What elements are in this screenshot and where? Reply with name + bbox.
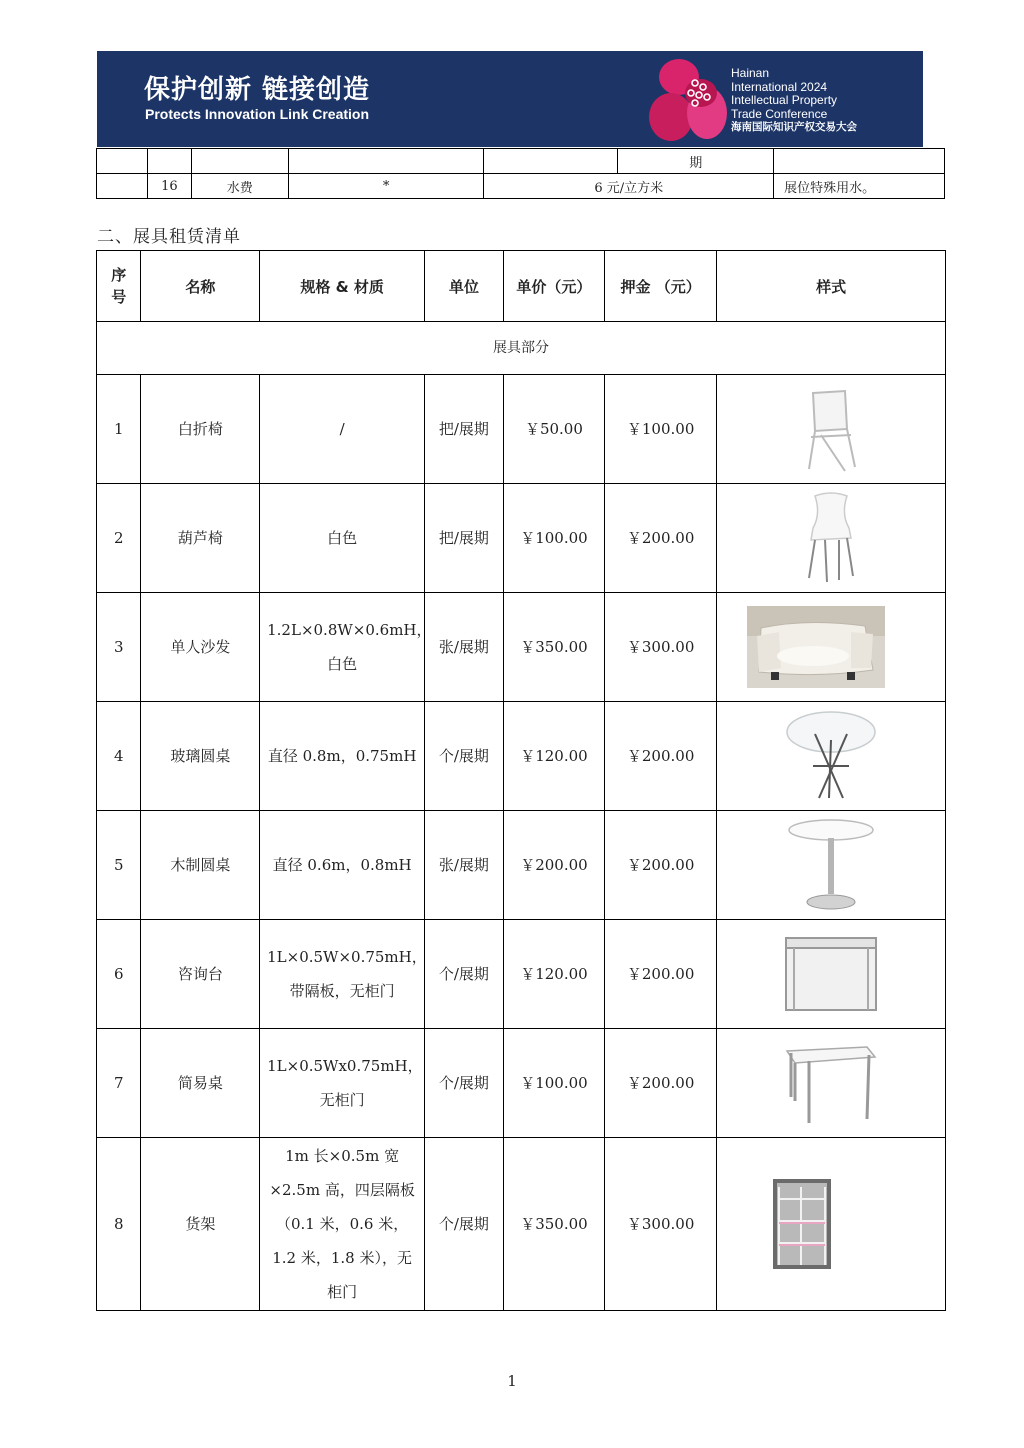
table-header-row [97, 251, 946, 322]
glass-table-icon [785, 710, 877, 802]
conference-line: Hainan [731, 66, 770, 80]
conference-line: Intellectual Property [731, 93, 838, 107]
table-cell [191, 149, 288, 174]
simple-table-icon [783, 1041, 879, 1125]
cell-unit: 个/展期 [424, 1138, 503, 1311]
table-cell [774, 149, 945, 174]
cell-name: 单人沙发 [141, 593, 260, 702]
cell-unit: 张/展期 [424, 811, 503, 920]
header-style: 样式 [717, 251, 946, 322]
conference-line: International 2024 [731, 79, 828, 94]
cell-seq: 8 [97, 1138, 141, 1311]
table-cell: * [288, 174, 484, 199]
table-row [97, 1029, 946, 1138]
table-row [97, 149, 945, 174]
table-cell: 期 [618, 149, 774, 174]
cell-seq: 4 [97, 702, 141, 811]
cell-unit: 把/展期 [424, 484, 503, 593]
cell-name: 葫芦椅 [141, 484, 260, 593]
cell-deposit: ￥200.00 [605, 702, 717, 811]
table-cell: 6 元/立方米 [484, 174, 774, 199]
cell-price: ￥120.00 [503, 920, 604, 1029]
cell-price: ￥120.00 [503, 702, 604, 811]
spec-text: 1m 长×0.5m 宽×2.5m 高，四层隔板（0.1 米，0.6 米，1.2 米，1.8 米），无柜门 [269, 1147, 415, 1301]
table-row [97, 702, 946, 811]
header-seq-text: 序号 [111, 266, 127, 306]
cell-seq: 6 [97, 920, 141, 1029]
counter-icon [782, 934, 880, 1014]
cell-seq: 3 [97, 593, 141, 702]
cell-spec [260, 920, 425, 1029]
gourd-chair-icon [801, 492, 861, 584]
header-spec: 规格 & 材质 [260, 251, 425, 322]
cell-price: ￥100.00 [503, 484, 604, 593]
cell-spec: 白色 [260, 484, 425, 593]
header-deposit: 押金 （元） [605, 251, 717, 322]
table-row [97, 484, 946, 593]
cell-style [717, 811, 946, 920]
cell-style [717, 484, 946, 593]
cell-style [717, 920, 946, 1029]
cell-spec [260, 1029, 425, 1138]
shelf-icon [773, 1179, 831, 1269]
cell-deposit: ￥100.00 [605, 375, 717, 484]
table-row [97, 593, 946, 702]
cell-deposit: ￥200.00 [605, 811, 717, 920]
table-cell [484, 149, 618, 174]
table-cell: 16 [147, 174, 191, 199]
table-cell [97, 149, 148, 174]
cell-name: 咨询台 [141, 920, 260, 1029]
cell-seq: 1 [97, 375, 141, 484]
table-cell: 水费 [191, 174, 288, 199]
cell-spec: 直径 0.8m，0.75mH [260, 702, 425, 811]
cell-name: 木制圆桌 [141, 811, 260, 920]
header-banner [97, 51, 923, 147]
banner-slogan-en: Protects Innovation Link Creation [145, 106, 370, 122]
rental-table [96, 250, 946, 1311]
table-row [97, 920, 946, 1029]
conference-name-zh: 海南国际知识产权交易大会 [731, 121, 857, 133]
cell-price: ￥200.00 [503, 811, 604, 920]
cell-unit: 个/展期 [424, 920, 503, 1029]
cell-deposit: ￥200.00 [605, 484, 717, 593]
cell-style [717, 593, 946, 702]
table-cell [147, 149, 191, 174]
cell-deposit: ￥300.00 [605, 1138, 717, 1311]
table-cell [288, 149, 484, 174]
header-unit: 单位 [424, 251, 503, 322]
header-price: 单价（元） [503, 251, 604, 322]
cell-spec: / [260, 375, 425, 484]
cell-deposit: ￥200.00 [605, 920, 717, 1029]
group-row [97, 322, 946, 375]
cell-spec: 直径 0.6m，0.8mH [260, 811, 425, 920]
conference-name [731, 67, 857, 135]
table-row [97, 811, 946, 920]
cell-unit: 个/展期 [424, 1029, 503, 1138]
cell-deposit: ￥300.00 [605, 593, 717, 702]
fees-table-continued [96, 148, 945, 199]
cell-spec [260, 593, 432, 702]
round-table-icon [786, 818, 876, 912]
cell-name: 玻璃圆桌 [141, 702, 260, 811]
cell-seq: 7 [97, 1029, 141, 1138]
cell-price: ￥350.00 [503, 1138, 604, 1311]
spec-text: 1L×0.5W×0.75mH，带隔板，无柜门 [267, 948, 427, 1000]
group-label: 展具部分 [97, 322, 946, 375]
cell-seq: 2 [97, 484, 141, 593]
cell-style [717, 375, 946, 484]
table-cell: 展位特殊用水。 [774, 174, 945, 199]
cell-unit: 把/展期 [424, 375, 503, 484]
table-row [97, 375, 946, 484]
cell-style [717, 702, 946, 811]
cell-seq: 5 [97, 811, 141, 920]
conference-line: Trade Conference [731, 106, 828, 121]
table-row [97, 174, 945, 199]
cell-deposit: ￥200.00 [605, 1029, 717, 1138]
spec-text: 1.2L×0.8W×0.6mH，白色 [267, 621, 432, 673]
cell-name: 货架 [141, 1138, 260, 1311]
cell-spec [260, 1138, 425, 1311]
cell-price: ￥100.00 [503, 1029, 604, 1138]
table-row [97, 1138, 946, 1311]
section-title: 二、展具租赁清单 [97, 227, 241, 247]
folding-chair-icon [801, 385, 861, 473]
header-seq [97, 251, 141, 322]
cell-style [717, 1029, 946, 1138]
sofa-icon [747, 606, 885, 688]
cell-price: ￥50.00 [503, 375, 604, 484]
cell-unit: 张/展期 [424, 593, 503, 702]
conference-flower-logo-icon [649, 55, 729, 145]
table-cell [97, 174, 148, 199]
header-name: 名称 [141, 251, 260, 322]
cell-style [717, 1138, 946, 1311]
cell-price: ￥350.00 [503, 593, 604, 702]
page-number: 1 [507, 1372, 517, 1390]
cell-unit: 个/展期 [424, 702, 503, 811]
cell-name: 简易桌 [141, 1029, 260, 1138]
cell-name: 白折椅 [141, 375, 260, 484]
banner-slogan-zh: 保护创新 链接创造 [144, 75, 371, 105]
spec-text: 1L×0.5Wx0.75mH，无柜门 [267, 1057, 423, 1109]
